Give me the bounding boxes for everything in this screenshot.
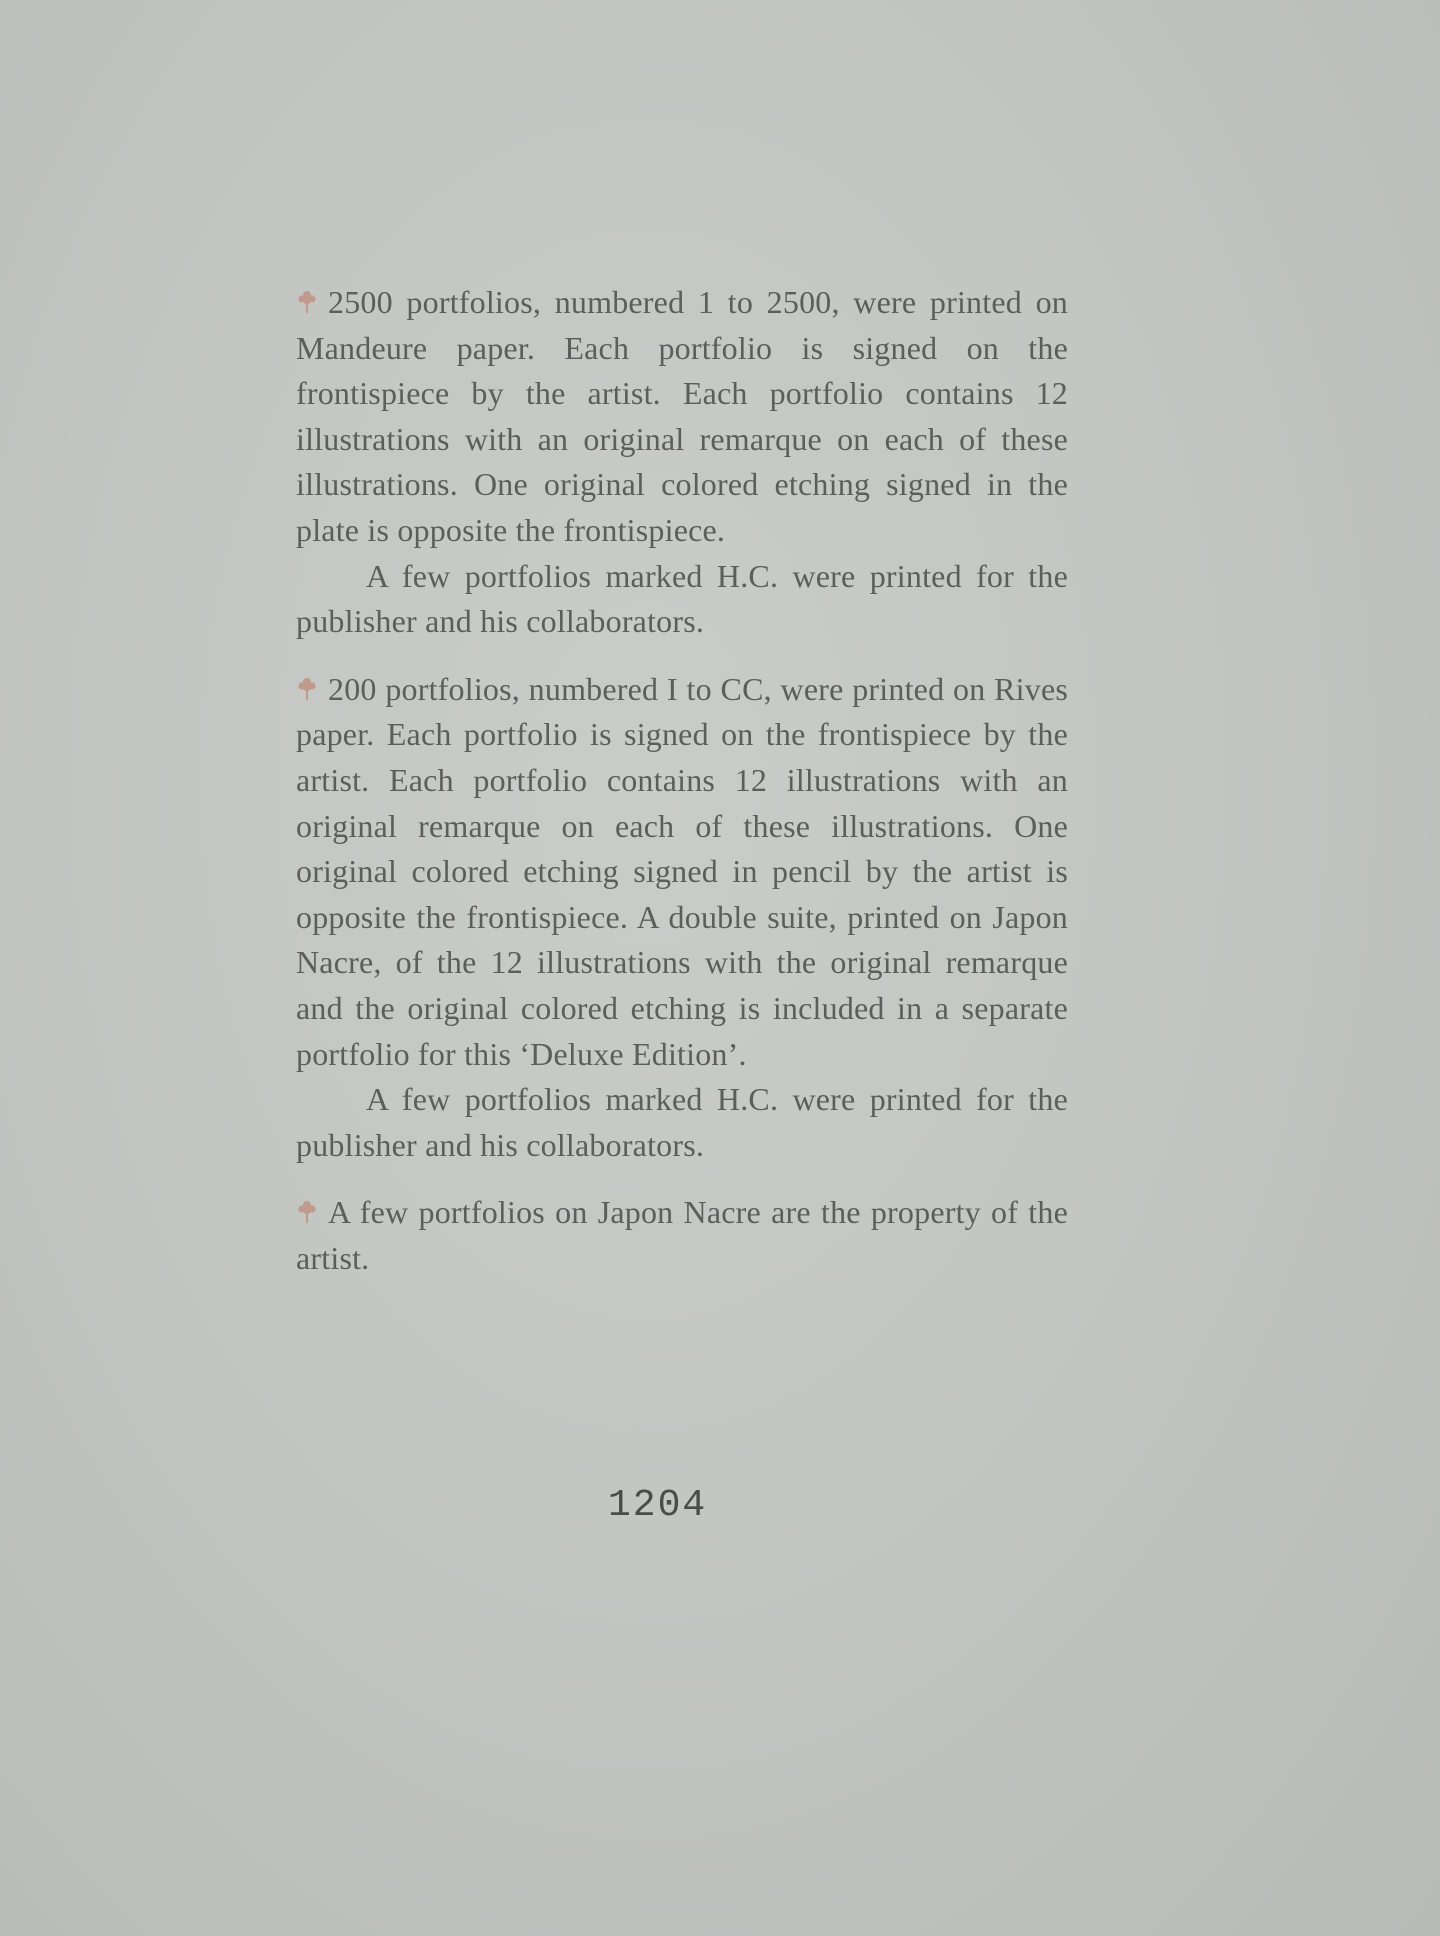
edition-description: A few portfolios on Japon Nacre are the property of the artist. — [296, 1194, 1068, 1276]
edition-description: 2500 portfolios, numbered 1 to 2500, were printed on Mandeure paper. Each portfolio is signed on the frontispiece by the artist. Each portfolio contains 12 illustrations with an original remarque on each of these illustrations. One original colored etching signed in the plate is opposite the frontispiece. — [296, 284, 1068, 548]
flower-ornament-icon — [296, 1199, 318, 1225]
edition-section-japon-nacre — [296, 1190, 1068, 1281]
flower-ornament-icon — [296, 289, 318, 315]
edition-number-stamp: 1204 — [608, 1484, 708, 1527]
flower-ornament-icon — [296, 676, 318, 702]
edition-description: 200 portfolios, numbered I to CC, were printed on Rives paper. Each portfolio is signed on the frontispiece by the artist. Each portfolio contains 12 illustrations with an original remarque on each of these illustrations. One original colored etching signed in pencil by the artist is opposite the frontispiece. A double suite, printed on Japon Nacre, of the 12 illustrations with the original remarque and the original colored etching is included in a separate portfolio for this ‘Deluxe Edition’. — [296, 670, 1068, 1072]
limitation-statement — [296, 280, 1068, 1281]
hors-commerce-note: A few portfolios marked H.C. were printed for the publisher and his collaborators. — [296, 557, 1068, 640]
edition-section-mandeure — [296, 280, 1068, 645]
hors-commerce-note: A few portfolios marked H.C. were printed for the publisher and his collaborators. — [296, 1081, 1068, 1163]
edition-section-rives — [296, 667, 1068, 1169]
